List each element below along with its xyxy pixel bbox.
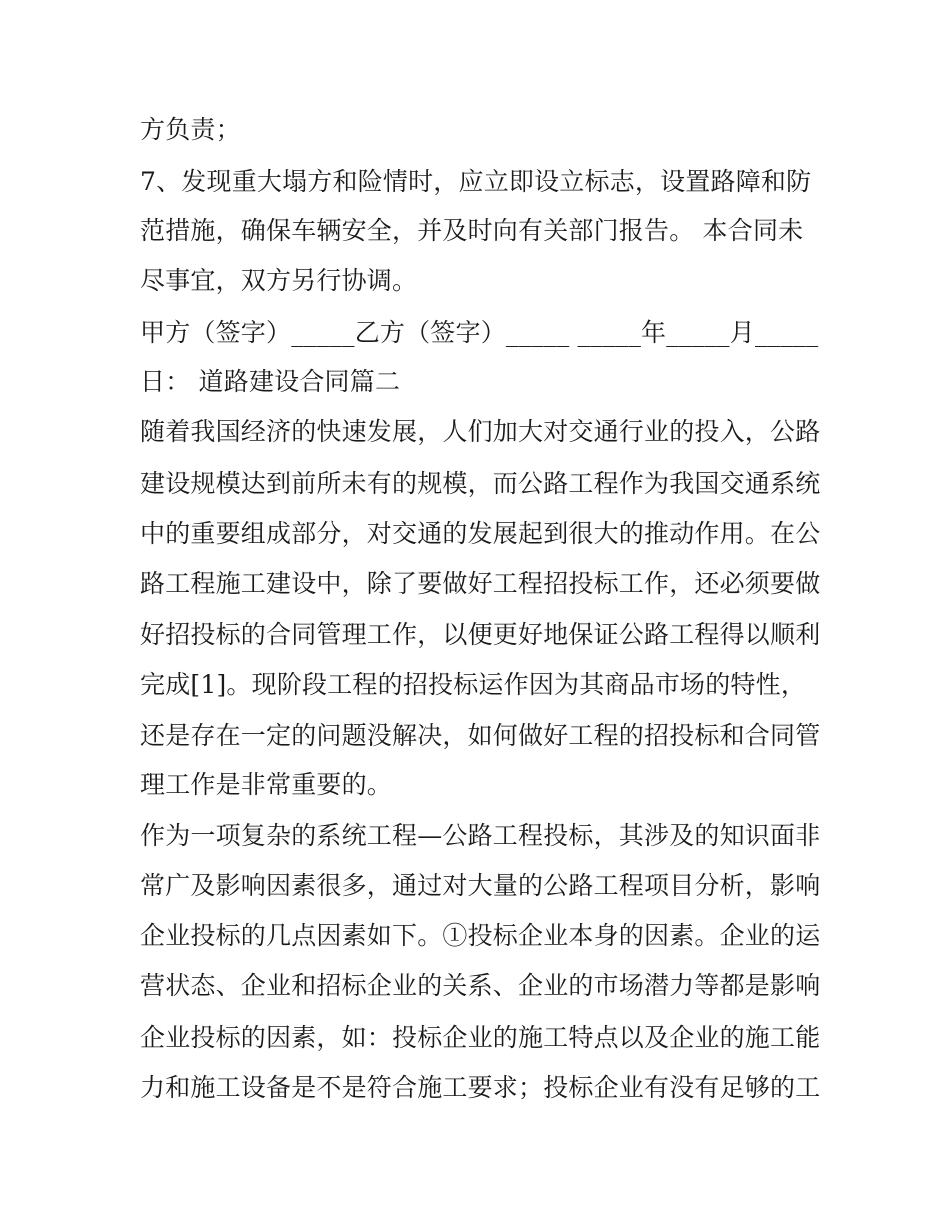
text-line: 力和施工设备是不是符合施工要求；投标企业有没有足够的工	[140, 1073, 821, 1102]
text-line: 随着我国经济的快速发展，人们加大对交通行业的投入，公路	[140, 417, 821, 446]
signature-line: 甲方（签字）_____乙方（签字）_____ _____年_____月_____	[140, 318, 819, 347]
text-line: 中的重要组成部分，对交通的发展起到很大的推动作用。在公	[140, 519, 821, 548]
text-line: 完成[1]。现阶段工程的招投标运作因为其商品市场的特性，	[140, 670, 807, 699]
text-line: 理工作是非常重要的。	[140, 770, 393, 799]
text-line: 范措施，确保车辆安全，并及时向有关部门报告。 本合同未	[140, 216, 804, 245]
text-line: 作为一项复杂的系统工程—公路工程投标，其涉及的知识面非	[140, 821, 821, 850]
text-line: 7、发现重大塌方和险情时，应立即设立标志，设置路障和防	[140, 167, 812, 196]
section-heading-line: 日： 道路建设合同篇二	[140, 367, 401, 396]
text-line: 路工程施工建设中，除了要做好工程招投标工作，还必须要做	[140, 569, 821, 598]
text-line: 还是存在一定的问题没解决，如何做好工程的招投标和合同管	[140, 721, 821, 750]
text-line: 好招投标的合同管理工作，以便更好地保证公路工程得以顺利	[140, 620, 821, 649]
text-line: 建设规模达到前所未有的规模，而公路工程作为我国交通系统	[140, 469, 821, 498]
text-line: 常广及影响因素很多，通过对大量的公路工程项目分析，影响	[140, 871, 821, 900]
text-line: 方负责；	[140, 115, 241, 144]
text-line: 企业投标的因素，如：投标企业的施工特点以及企业的施工能	[140, 1023, 821, 1052]
text-line: 企业投标的几点因素如下。①投标企业本身的因素。企业的运	[140, 921, 821, 950]
text-line: 尽事宜，双方另行协调。	[140, 266, 418, 295]
text-line: 营状态、企业和招标企业的关系、企业的市场潜力等都是影响	[140, 971, 821, 1000]
